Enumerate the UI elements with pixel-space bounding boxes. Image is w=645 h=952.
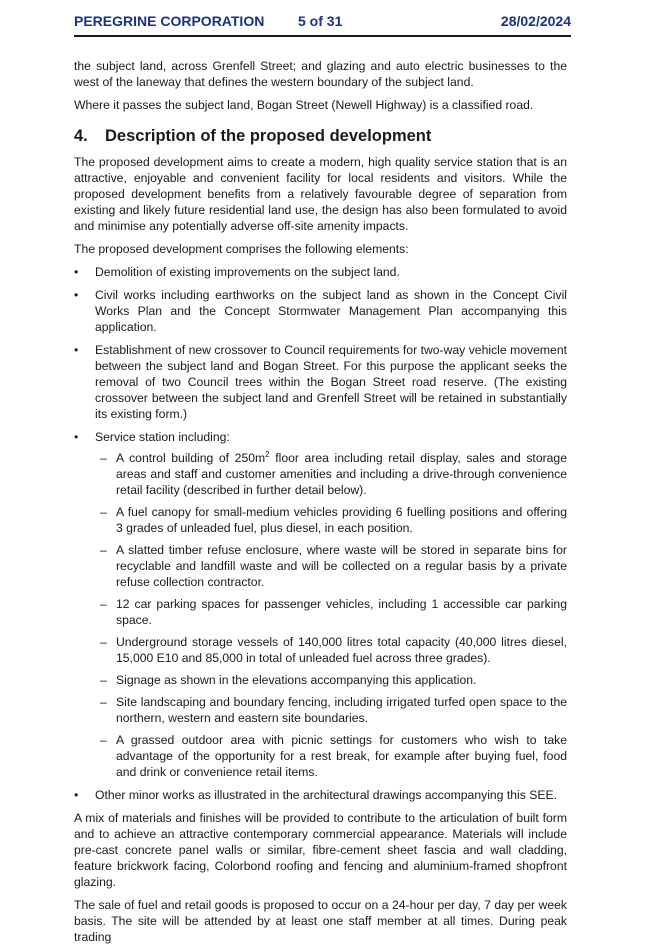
subitem-text: 12 car parking spaces for passenger vehicles, including 1 accessible car parking space. bbox=[116, 597, 567, 627]
header-page-number: 5 of 31 bbox=[298, 13, 343, 29]
list-item-text: Service station including: bbox=[95, 430, 230, 444]
list-item-text: Demolition of existing improvements on the subject land. bbox=[95, 265, 400, 279]
list-item-text: Establishment of new crossover to Council requirements for two-way vehicle movement between the subject land and Bogan Street. For this purpose the applicant seeks the removal of two Council trees within the Bogan Street road reserve. (The existing crossover between the subject land and Grenfell Street will be retained in substantially its existing form.) bbox=[95, 343, 567, 421]
subitem-text-pre: A control building of 250m bbox=[116, 451, 266, 465]
dash-icon: – bbox=[100, 505, 107, 519]
superscript-two: 2 bbox=[265, 449, 270, 459]
bullet-icon: • bbox=[74, 430, 79, 444]
header-organization: PEREGRINE CORPORATION bbox=[74, 13, 265, 29]
dash-icon: – bbox=[100, 733, 107, 747]
subitem-text: A fuel canopy for small-medium vehicles providing 6 fuelling positions and offering 3 grades of unleaded fuel, plus diesel, in each position. bbox=[116, 505, 567, 535]
service-station-sublist bbox=[95, 450, 567, 780]
dash-icon: – bbox=[100, 543, 107, 557]
subitem-landscaping bbox=[95, 694, 567, 726]
paragraph-classified-road: Where it passes the subject land, Bogan Street (Newell Highway) is a classified road. bbox=[74, 98, 534, 112]
bullet-icon: • bbox=[74, 288, 79, 302]
page-header bbox=[74, 13, 571, 37]
paragraph-surroundings: the subject land, across Grenfell Street; and glazing and auto electric businesses to the west of the laneway that defines the western boundary of the subject land. bbox=[74, 59, 567, 89]
bullet-icon: • bbox=[74, 788, 79, 802]
list-item-text: Civil works including earthworks on the subject land as shown in the Concept Civil Works Plan and the Concept Stormwater Management Plan accompanying this application. bbox=[95, 288, 567, 334]
section-heading bbox=[74, 126, 567, 146]
section-number: 4. bbox=[74, 127, 88, 145]
subitem-text: Site landscaping and boundary fencing, including irrigated turfed open space to the northern, western and eastern site boundaries. bbox=[116, 695, 567, 725]
subitem-text: Underground storage vessels of 140,000 litres total capacity (40,000 litres diesel, 15,000 E10 and 85,000 in total of unleaded fuel across three grades). bbox=[116, 635, 567, 665]
subitem-text-post: floor area including retail display, sales and storage areas and staff and customer amenities and including a drive-through convenience retail facility (described in further detail below). bbox=[116, 451, 567, 497]
subitem-car-parking bbox=[95, 596, 567, 628]
list-item-minor-works bbox=[74, 787, 567, 803]
dash-icon: – bbox=[100, 695, 107, 709]
subitem-text: A grassed outdoor area with picnic settings for customers who wish to take advantage of the opportunity for a rest break, for example after buying fuel, food and drink or convenience retail items. bbox=[116, 733, 567, 779]
section-title: Description of the proposed development bbox=[105, 127, 432, 145]
list-item-civil-works bbox=[74, 287, 567, 335]
subitem-storage-vessels bbox=[95, 634, 567, 666]
dash-icon: – bbox=[100, 451, 107, 465]
subitem-fuel-canopy bbox=[95, 504, 567, 536]
paragraph-trading-hours: The sale of fuel and retail goods is proposed to occur on a 24-hour per day, 7 day per week basis. The site will be attended by at least one staff member at all times. During peak trading bbox=[74, 898, 567, 944]
subitem-text: A slatted timber refuse enclosure, where waste will be stored in separate bins for recyclable and landfill waste and will be collected on a regular basis by a private refuse collection contractor. bbox=[116, 543, 567, 589]
paragraph-aim: The proposed development aims to create a modern, high quality service station that is an attractive, enjoyable and convenient facility for local residents and visitors. While the proposed development benefits from a relatively favourable degree of separation from existing and likely future residential land use, the design has also been formulated to avoid and minimise any potentially adverse off-site amenity impacts. bbox=[74, 155, 567, 233]
paragraph-materials: A mix of materials and finishes will be provided to contribute to the articulation of built form and to achieve an attractive contemporary commercial appearance. Materials will include pre-cast concrete panel walls or similar, fibre-cement sheet fascia and wall cladding, feature brickwork facing, Colorbond roofing and fencing and aluminium-framed shopfront glazing. bbox=[74, 811, 567, 889]
list-item-text: Other minor works as illustrated in the architectural drawings accompanying this SEE. bbox=[95, 788, 557, 802]
elements-list bbox=[74, 264, 567, 803]
dash-icon: – bbox=[100, 597, 107, 611]
dash-icon: – bbox=[100, 635, 107, 649]
subitem-control-building bbox=[95, 450, 567, 498]
bullet-icon: • bbox=[74, 343, 79, 357]
list-item-crossover bbox=[74, 342, 567, 422]
subitem-signage bbox=[95, 672, 567, 688]
subitem-grassed-area bbox=[95, 732, 567, 780]
bullet-icon: • bbox=[74, 265, 79, 279]
subitem-refuse-enclosure bbox=[95, 542, 567, 590]
dash-icon: – bbox=[100, 673, 107, 687]
list-item-service-station bbox=[74, 429, 567, 780]
subitem-text: Signage as shown in the elevations accompanying this application. bbox=[116, 673, 477, 687]
header-date: 28/02/2024 bbox=[500, 13, 571, 29]
list-item-demolition bbox=[74, 264, 567, 280]
paragraph-comprises: The proposed development comprises the following elements: bbox=[74, 242, 409, 256]
document-body bbox=[74, 58, 567, 952]
